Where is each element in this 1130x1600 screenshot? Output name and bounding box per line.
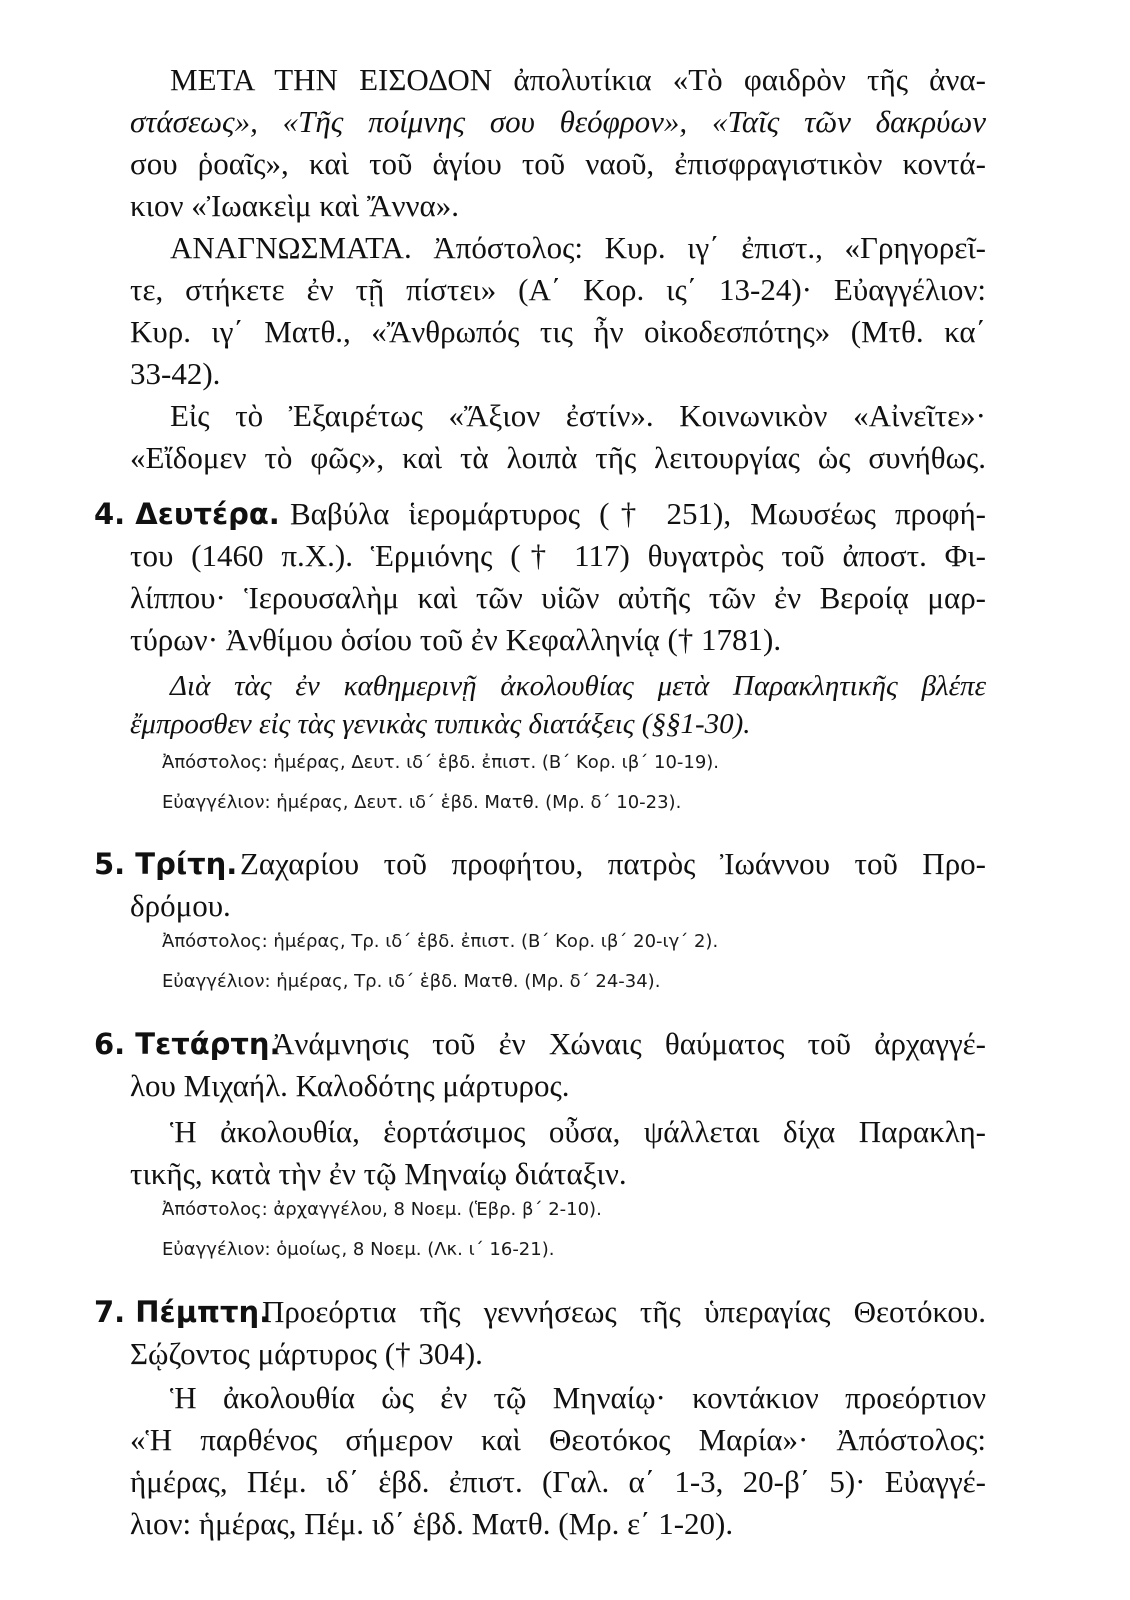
rubric-line: ἔμπροσθεν εἰς τὰς γενικὰς τυπικὰς διατάξεις (§§1-30). <box>130 708 751 740</box>
reading-note: Εὐαγγέλιον: ἡμέρας, Τρ. ιδ΄ ἑβδ. Ματθ. (Μρ. δ΄ 24-34). <box>162 971 661 992</box>
day-heading: 7. Πέμπτη. <box>94 1295 271 1329</box>
text-line: λιον: ἡμέρας, Πέμ. ιδ΄ ἑβδ. Ματθ. (Μρ. ε΄ 1-20). <box>130 1506 734 1541</box>
text-line: κιον «Ἰωακεὶμ καὶ Ἄννα». <box>130 188 460 223</box>
text-line: Ζαχαρίου τοῦ προφήτου, πατρὸς Ἰωάννου τοῦ Προ- <box>240 846 986 881</box>
text-line: στάσεως», «Τῆς ποίμνης σου θεόφρον», «Ταῖς τῶν δακρύων <box>130 104 986 139</box>
text-line: ΜΕΤΑ ΤΗΝ ΕΙΣΟΔΟΝ ἀπολυτίκια «Τὸ φαιδρὸν τῆς ἀνα- <box>170 62 986 97</box>
text-line: Βαβύλα ἱερομάρτυρος († 251), Μωυσέως προφή- <box>290 496 986 531</box>
text-line: ΑΝΑΓΝΩΣΜΑΤΑ. Ἀπόστολος: Κυρ. ιγ΄ ἐπιστ., «Γρηγορεῖ- <box>170 230 986 265</box>
text-line: ἡμέρας, Πέμ. ιδ΄ ἑβδ. ἐπιστ. (Γαλ. α΄ 1-3, 20-β΄ 5)· Εὐαγγέ- <box>130 1464 986 1499</box>
text-line: «Ἡ παρθένος σήμερον καὶ Θεοτόκος Μαρία»· Ἀπόστολος: <box>130 1422 986 1457</box>
text-line: «Εἴδομεν τὸ φῶς», καὶ τὰ λοιπὰ τῆς λειτουργίας ὡς συνήθως. <box>130 440 986 475</box>
reading-note: Ἀπόστολος: ἀρχαγγέλου, 8 Νοεμ. (Ἑβρ. β΄ 2-10). <box>162 1199 602 1220</box>
text-line: Κυρ. ιγ΄ Ματθ., «Ἄνθρωπός τις ἦν οἰκοδεσπότης» (Μτθ. κα΄ <box>130 314 986 349</box>
text-line: Ἡ ἀκολουθία, ἑορτάσιμος οὖσα, ψάλλεται δίχα Παρακλη- <box>170 1114 986 1149</box>
text-line: Ἡ ἀκολουθία ὡς ἐν τῷ Μηναίῳ· κοντάκιον προεόρτιον <box>170 1380 986 1415</box>
text-line: τικῆς, κατὰ τὴν ἐν τῷ Μηναίῳ διάταξιν. <box>130 1156 627 1191</box>
text-line: τύρων· Ἀνθίμου ὁσίου τοῦ ἐν Κεφαλληνίᾳ († 1781). <box>130 622 782 657</box>
reading-note: Εὐαγγέλιον: ὁμοίως, 8 Νοεμ. (Λκ. ι΄ 16-21). <box>162 1239 555 1260</box>
reading-note: Ἀπόστολος: ἡμέρας, Δευτ. ιδ΄ ἑβδ. ἐπιστ. (Β΄ Κορ. ιβ΄ 10-19). <box>162 752 720 773</box>
text-line: λίππου· Ἱερουσαλὴμ καὶ τῶν υἱῶν αὐτῆς τῶν ἐν Βεροίᾳ μαρ- <box>130 580 986 615</box>
text-line: του (1460 π.Χ.). Ἑρμιόνης († 117) θυγατρὸς τοῦ ἀποστ. Φι- <box>130 538 986 573</box>
day-heading: 5. Τρίτη. <box>94 847 238 881</box>
text-line: Ἀνάμνησις τοῦ ἐν Χώναις θαύματος τοῦ ἀρχαγγέ- <box>272 1026 986 1061</box>
day-heading: 6. Τετάρτη. <box>94 1027 281 1061</box>
text-line: λου Μιχαήλ. Καλοδότης μάρτυρος. <box>130 1068 570 1103</box>
text-line: Προεόρτια τῆς γεννήσεως τῆς ὑπεραγίας Θεοτόκου. <box>262 1294 986 1329</box>
text-line: τε, στήκετε ἐν τῇ πίστει» (Α΄ Κορ. ις΄ 13-24)· Εὐαγγέλιον: <box>130 272 986 307</box>
rubric-line: Διὰ τὰς ἐν καθημερινῇ ἀκολουθίας μετὰ Παρακλητικῆς βλέπε <box>170 670 986 702</box>
reading-note: Ἀπόστολος: ἡμέρας, Τρ. ιδ΄ ἑβδ. ἐπιστ. (Β΄ Κορ. ιβ΄ 20-ιγ΄ 2). <box>162 931 719 952</box>
text-line: Σῴζοντος μάρτυρος († 304). <box>130 1336 483 1371</box>
text-line: Εἰς τὸ Ἐξαιρέτως «Ἄξιον ἐστίν». Κοινωνικὸν «Αἰνεῖτε»· <box>170 398 986 433</box>
day-heading: 4. Δευτέρα. <box>94 497 280 531</box>
reading-note: Εὐαγγέλιον: ἡμέρας, Δευτ. ιδ΄ ἑβδ. Ματθ. (Μρ. δ΄ 10-23). <box>162 792 682 813</box>
text-line: σου ῥοαῖς», καὶ τοῦ ἁγίου τοῦ ναοῦ, ἐπισφραγιστικὸν κοντά- <box>130 146 986 181</box>
text-line: 33-42). <box>130 356 221 391</box>
text-line: δρόμου. <box>130 888 231 923</box>
